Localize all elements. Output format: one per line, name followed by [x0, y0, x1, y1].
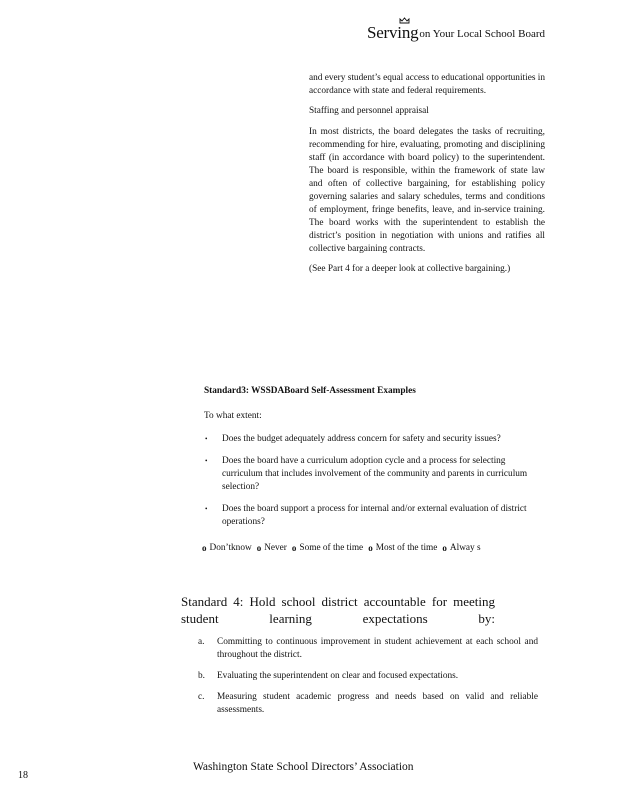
list-item-text: Committing to continuous improvement in student achievement at each school and throughout the district.: [217, 637, 538, 660]
page-number: 18: [18, 770, 28, 781]
list-marker: a.: [198, 637, 205, 647]
question-text: Does the board have a curriculum adoption cycle and a process for selecting curriculum that includes involvement of the community and parents in curriculum selection?: [222, 456, 528, 492]
list-item: [198, 670, 538, 683]
rating-option-most-of-the-time[interactable]: [368, 542, 437, 555]
running-header: [367, 17, 545, 41]
bullet-icon: •: [205, 505, 208, 513]
radio-circle-icon: o: [202, 543, 207, 553]
paragraph-see-part-4: (See Part 4 for a deeper look at collective bargaining.): [309, 264, 511, 274]
radio-circle-icon: o: [256, 543, 262, 553]
list-marker: c.: [198, 692, 205, 702]
assessment-title: Standard3: WSSDABoard Self-Assessment Examples: [204, 386, 416, 396]
rating-option-dont-know[interactable]: [202, 542, 252, 555]
paragraph-staffing: In most districts, the board delegates the tasks of recruiting, recommending for hire, evaluating, promoting and disciplining staff (in accordance with board policy) to the superintendent. The board is responsible, within the framework of state law and often of collective bargaining, for establishing policy governing salaries and salary schedules, terms and conditions of employment, fringe benefits, leave, and in-service training. The board works with the superintendent to establish the district’s position in negotiation with unions and ratifies all collective bargaining contracts.: [309, 127, 545, 254]
self-assessment-box: [204, 385, 544, 555]
header-serving-logo: [367, 24, 418, 41]
assessment-question: [204, 455, 544, 494]
paragraph-access: and every student’s equal access to educational opportunities in accordance with state and federal requirements.: [309, 73, 545, 96]
radio-circle-icon: o: [291, 543, 297, 553]
rating-label: Alway s: [449, 543, 481, 553]
assessment-question: [204, 433, 544, 446]
header-title: on Your Local School Board: [419, 28, 545, 40]
bullet-icon: •: [205, 435, 208, 443]
rating-label: Never: [264, 543, 287, 553]
rating-label: Don’tknow: [209, 543, 252, 553]
bullet-icon: •: [205, 457, 208, 465]
rating-scale: [202, 542, 544, 555]
list-marker: b.: [198, 671, 205, 681]
rating-option-some-of-the-time[interactable]: [292, 542, 363, 555]
question-text: Does the budget adequately address concern for safety and security issues?: [222, 434, 501, 444]
standard-4-list: [198, 636, 538, 725]
list-item-text: Evaluating the superintendent on clear and focused expectations.: [217, 671, 459, 681]
standard-4-heading: Standard 4: Hold school district accountable for meeting student learning expectations by:: [181, 594, 495, 626]
rating-label: Some of the time: [299, 543, 364, 553]
upper-column: [309, 72, 545, 283]
radio-circle-icon: o: [442, 543, 447, 553]
section-heading-staffing: Staffing and personnel appraisal: [309, 106, 429, 116]
footer-association: Washington State School Directors’ Association: [193, 761, 414, 773]
rating-option-never[interactable]: [257, 542, 287, 555]
header-serving-text: Serving: [366, 23, 419, 42]
rating-label: Most of the time: [375, 543, 438, 553]
assessment-intro: To what extent:: [204, 411, 262, 421]
assessment-question: [204, 503, 544, 529]
list-item-text: Measuring student academic progress and needs based on valid and reliable assessments.: [217, 692, 538, 715]
rating-option-always[interactable]: [442, 542, 480, 555]
question-text: Does the board support a process for internal and/or external evaluation of district operations?: [222, 504, 527, 527]
list-item: [198, 691, 538, 717]
crown-icon: [399, 17, 410, 24]
radio-circle-icon: o: [368, 543, 373, 553]
list-item: [198, 636, 538, 662]
